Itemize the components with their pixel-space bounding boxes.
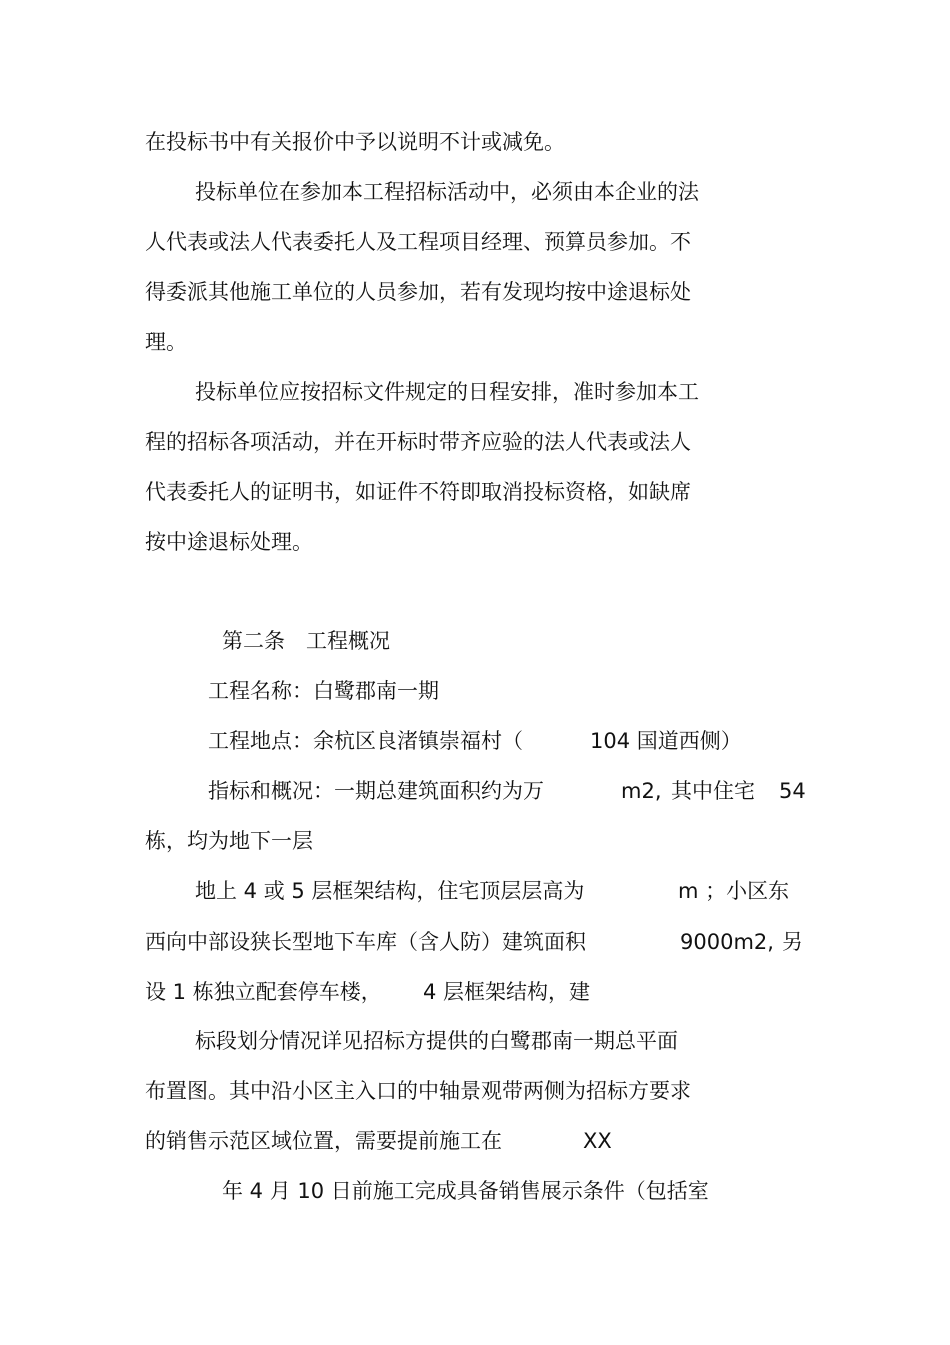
project-index-line-1 bbox=[208, 777, 818, 805]
paragraph-2-line-1: 投标单位在参加本工程招标活动中，必须由本企业的法 bbox=[195, 180, 699, 204]
paragraph-3-line-1: 投标单位应按招标文件规定的日程安排，准时参加本工 bbox=[195, 380, 699, 404]
project-index-line-2: 栋，均为地下一层 bbox=[145, 829, 313, 853]
paragraph-2-line-3: 得委派其他施工单位的人员参加，若有发现均按中途退标处 bbox=[145, 280, 691, 304]
garage-area: 9000m2, bbox=[680, 930, 774, 954]
bid-line-3-text: 的销售示范区域位置，需要提前施工在 bbox=[145, 1129, 502, 1153]
parking-line bbox=[145, 978, 625, 1006]
bid-line-4: 年 4 月 10 日前施工完成具备销售展示条件（包括室 bbox=[222, 1179, 709, 1203]
section-heading: 第二条 工程概况 bbox=[222, 629, 390, 653]
above-ground-line bbox=[195, 877, 815, 905]
paragraph-3-line-4: 按中途退标处理。 bbox=[145, 530, 313, 554]
bid-line-1: 标段划分情况详见招标方提供的白鹭郡南一期总平面 bbox=[195, 1029, 678, 1053]
project-location bbox=[208, 727, 768, 755]
project-index-residential: 其中住宅 bbox=[671, 779, 755, 803]
parking-text: 设 1 栋独立配套停车楼， bbox=[145, 980, 382, 1004]
garage-text: 西向中部设狭长型地下车库（含人防）建筑面积 bbox=[145, 930, 586, 954]
bid-line-2: 布置图。其中沿小区主入口的中轴景观带两侧为招标方要求 bbox=[145, 1079, 691, 1103]
paragraph-1-line-1: 在投标书中有关报价中予以说明不计或减免。 bbox=[145, 130, 565, 154]
paragraph-3-line-3: 代表委托人的证明书，如证件不符即取消投标资格，如缺席 bbox=[145, 480, 691, 504]
project-index-label: 指标和概况：一期总建筑面积约为万 bbox=[208, 779, 544, 803]
paragraph-2-line-2: 人代表或法人代表委托人及工程项目经理、预算员参加。不 bbox=[145, 230, 691, 254]
bid-line-3 bbox=[145, 1127, 625, 1155]
project-index-count: 54 bbox=[779, 779, 806, 803]
garage-line bbox=[145, 928, 815, 956]
paragraph-3-line-2: 程的招标各项活动，并在开标时带齐应验的法人代表或法人 bbox=[145, 430, 691, 454]
bid-year-placeholder: XX bbox=[583, 1129, 612, 1153]
paragraph-2-line-4: 理。 bbox=[145, 330, 187, 354]
project-location-label: 工程地点：余杭区良渚镇崇福村（ bbox=[208, 729, 523, 753]
above-ground-text: 地上 4 或 5 层框架结构，住宅顶层层高为 bbox=[195, 879, 585, 903]
project-location-road: 104 国道西侧） bbox=[590, 729, 742, 753]
project-index-unit: m2, bbox=[621, 779, 662, 803]
parking-structure: 4 层框架结构，建 bbox=[423, 980, 591, 1004]
project-name: 工程名称：白鹭郡南一期 bbox=[208, 679, 439, 703]
garage-tail: 另 bbox=[782, 930, 803, 954]
above-ground-tail: m ；小区东 bbox=[678, 879, 790, 903]
